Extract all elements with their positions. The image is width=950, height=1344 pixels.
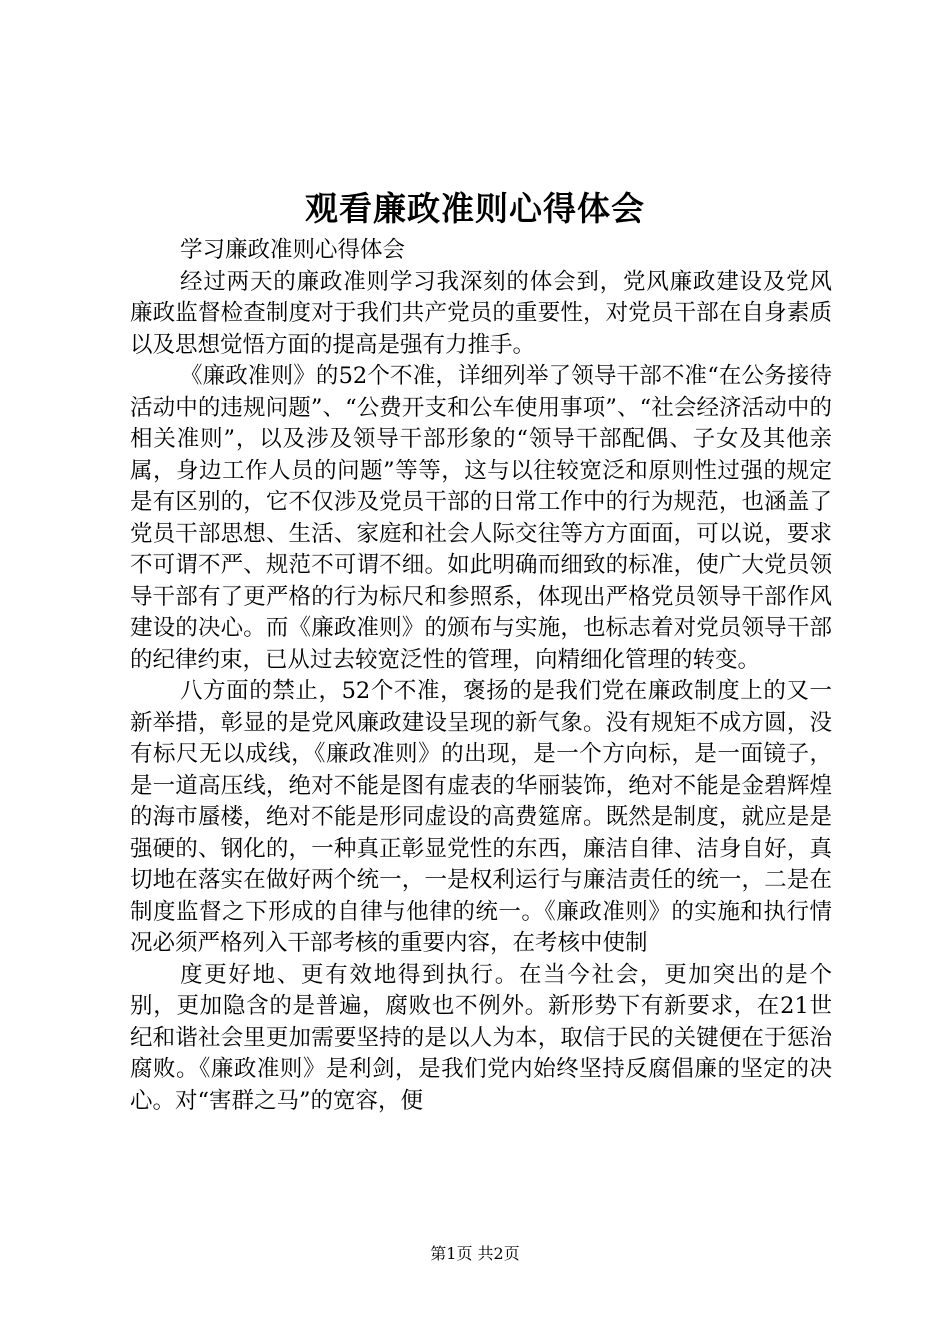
paragraph-subtitle: 学习廉政准则心得体会 — [180, 237, 406, 263]
document-body — [130, 235, 832, 1117]
paragraph: 经过两天的廉政准则学习我深刻的体会到，党风廉政建设及党风廉政监督检查制度对于我们共产党员的重要性，对党员干部在自身素质以及思想觉悟方面的提高是强有力推手。 — [130, 268, 832, 358]
paragraph: 度更好地、更有效地得到执行。在当今社会，更加突出的是个别，更加隐含的是普遍，腐败也不例外。新形势下有新要求，在21世纪和谐社会里更加需要坚持的是以人为本，取信于民的关键便在于惩治腐败。《廉政准则》是利剑，是我们党内始终坚持反腐倡廉的坚定的决心。对“害群之马”的宽容，便 — [130, 961, 832, 1114]
paragraph: 八方面的禁止，52个不准，褒扬的是我们党在廉政制度上的又一新举措，彰显的是党风廉政建设呈现的新气象。没有规矩不成方圆，没有标尺无以成线，《廉政准则》的出现，是一个方向标，是一面镜子，是一道高压线，绝对不能是图有虚表的华丽装饰，绝对不能是金碧辉煌的海市蜃楼，绝对不能是形同虚设的高费筵席。既然是制度，就应是是强硬的、钢化的，一种真正彰显党性的东西，廉洁自律、洁身自好，真切地在落实在做好两个统一，一是权利运行与廉洁责任的统一，二是在制度监督之下形成的自律与他律的统一。《廉政准则》的实施和执行情况必须严格列入干部考核的重要内容，在考核中使制 — [130, 678, 832, 956]
page-number-footer: 第1页 共2页 — [430, 1244, 520, 1263]
document-title: 观看廉政准则心得体会 — [305, 189, 645, 228]
paragraph: 《廉政准则》的52个不准，详细列举了领导干部不准“在公务接待活动中的违规问题”、“公费开支和公车使用事项”、“社会经济活动中的相关准则”，以及涉及领导干部形象的“领导干部配偶、子女及其他亲属，身边工作人员的问题”等等，这与以往较宽泛和原则性过强的规定是有区别的，它不仅涉及党员干部的日常工作中的行为规范，也涵盖了党员干部思想、生活、家庭和社会人际交往等方方面面，可以说，要求不可谓不严、规范不可谓不细。如此明确而细致的标准，使广大党员领导干部有了更严格的行为标尺和参照系，体现出严格党员领导干部作风建设的决心。而《廉政准则》的颁布与实施，也标志着对党员领导干部的纪律约束，已从过去较宽泛性的管理，向精细化管理的转变。 — [130, 363, 832, 673]
